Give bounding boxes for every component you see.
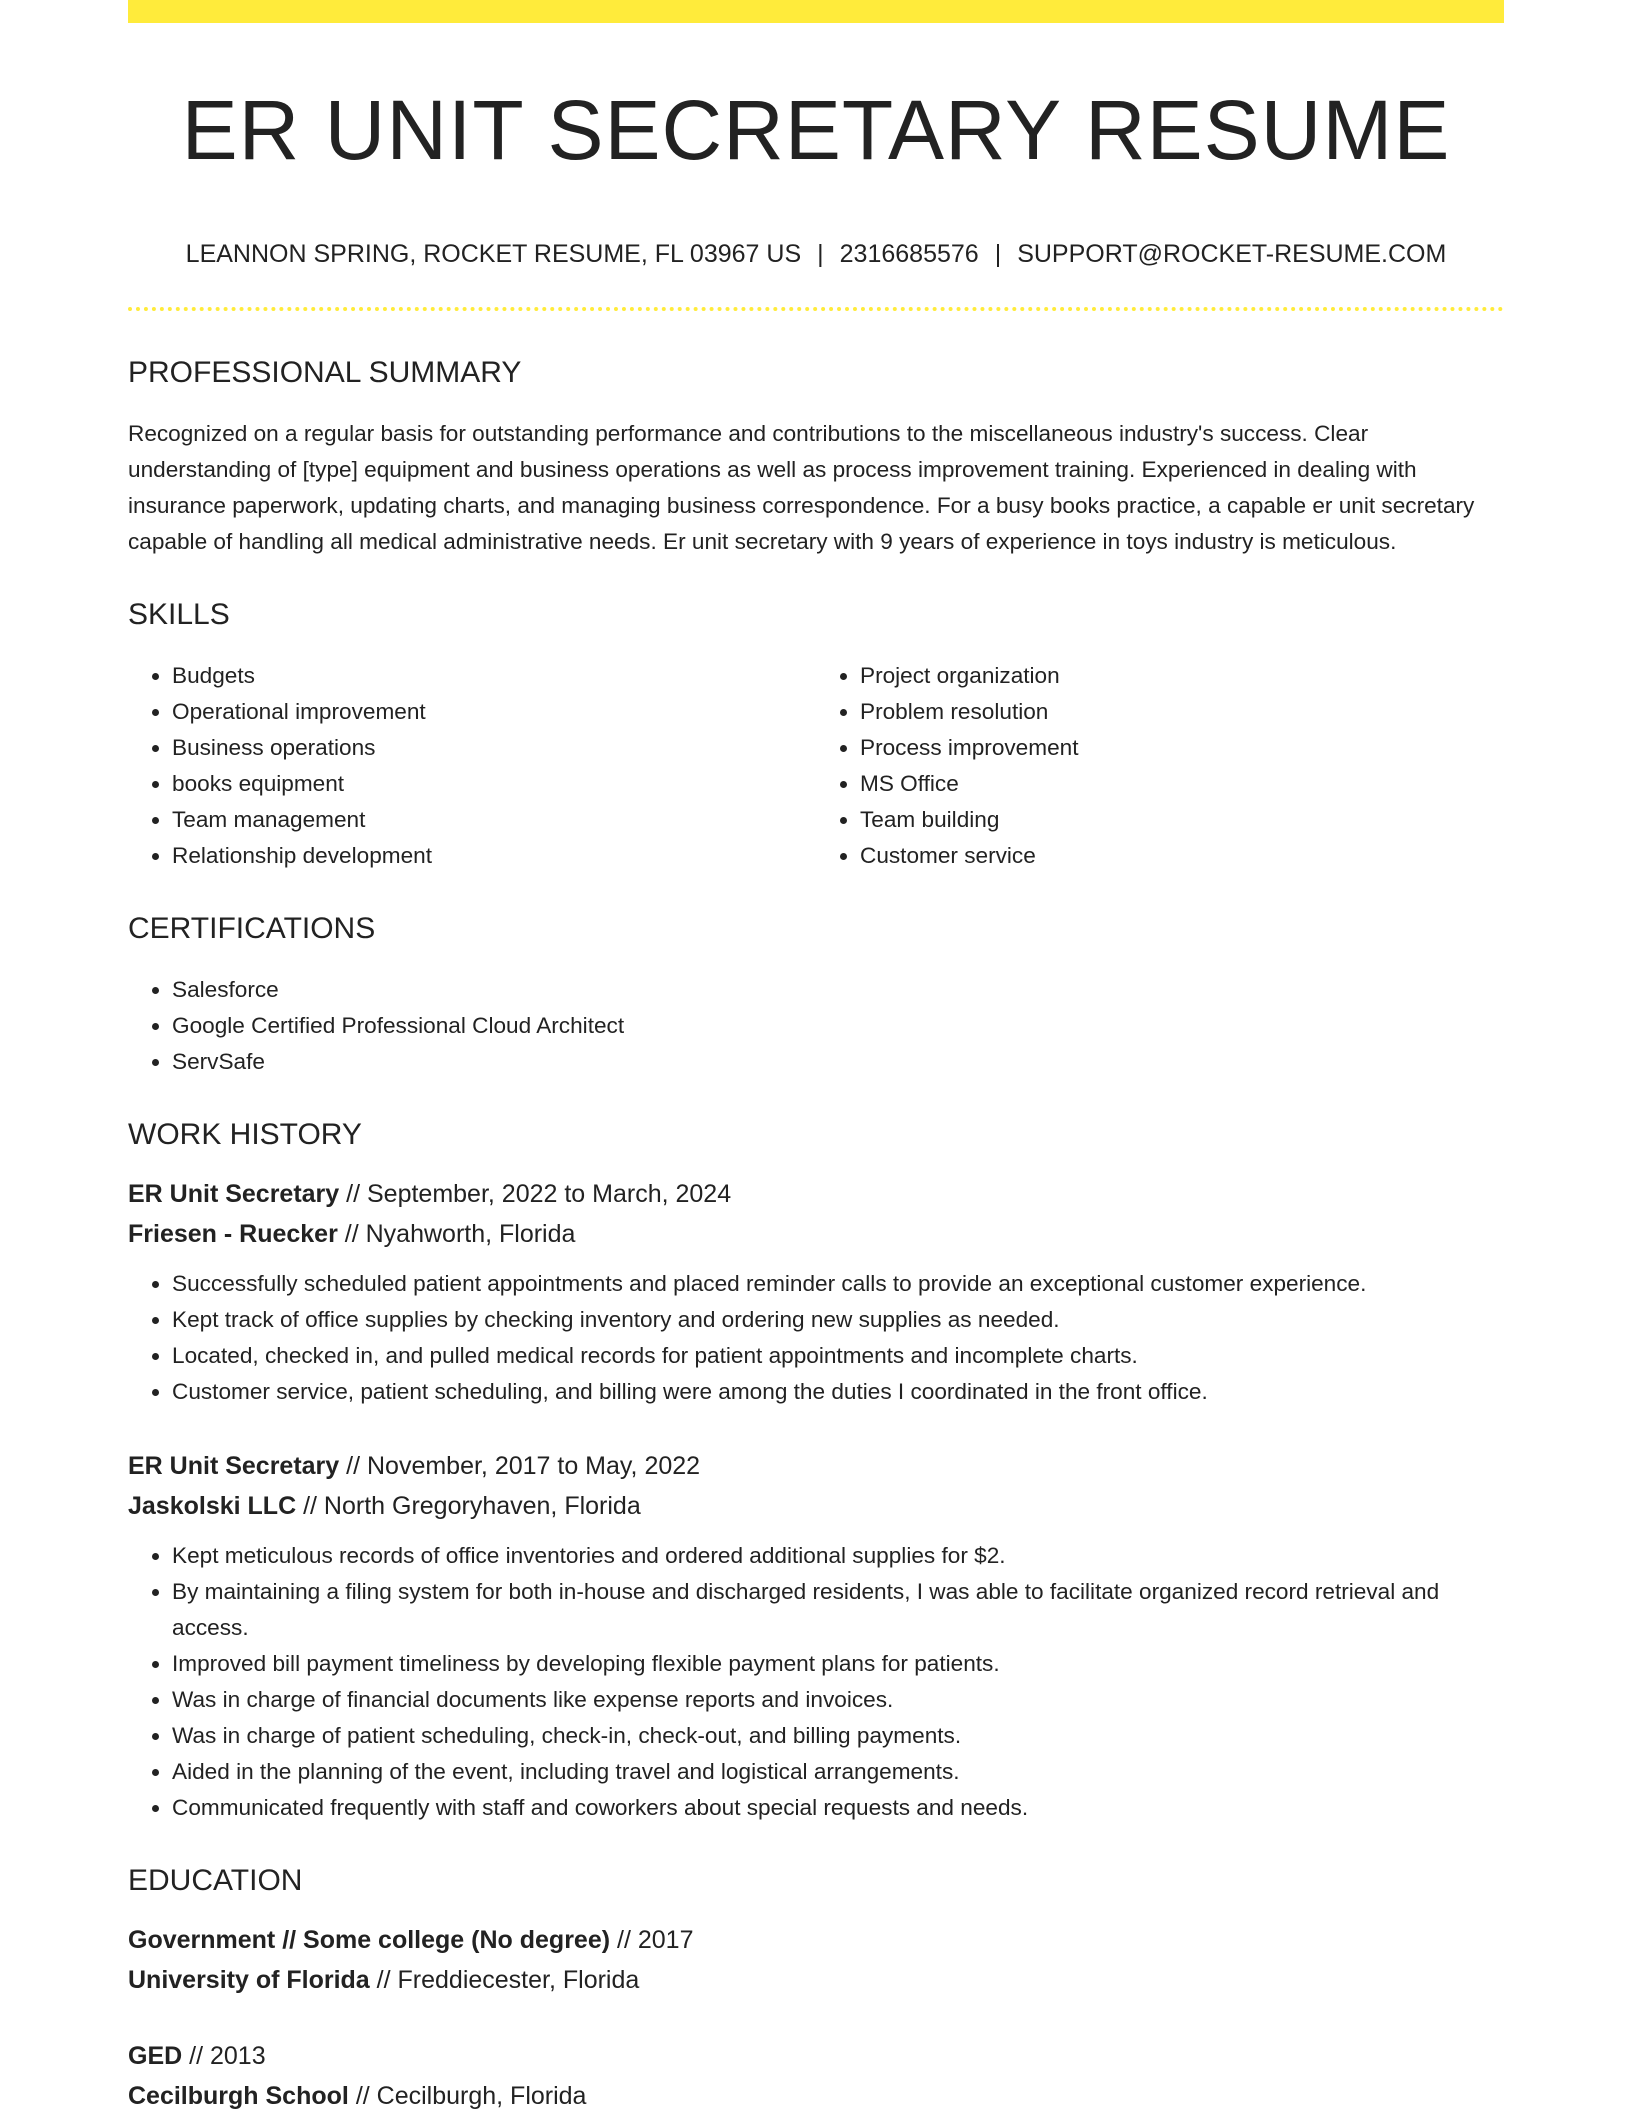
section-heading-summary: PROFESSIONAL SUMMARY [128, 356, 522, 389]
education-year: // 2017 [617, 1926, 694, 1954]
job-bullet: • Aided in the planning of the event, including travel and logistical arrangements. [172, 1754, 1504, 1790]
summary-text: Recognized on a regular basis for outstanding performance and contributions to the miscellaneous industry's success. Clear understanding of [type] equipment and business operations as well as process improvement training. Experienced in dealing with insurance paperwork, updating charts, and managing business correspondence. For a busy books practice, a capable er unit secretary capable of handling all medical administrative needs. Er unit secretary with 9 years of experience in toys industry is meticulous. [128, 421, 1475, 554]
contact-phone: 2316685576 [839, 240, 979, 268]
skill-item: • Project organization [860, 658, 1504, 694]
contact-separator: | [994, 240, 1002, 268]
job-title: ER Unit Secretary [128, 1180, 340, 1208]
summary-section [128, 352, 1504, 560]
job-title-line [128, 1174, 1504, 1214]
skill-item: • Process improvement [860, 730, 1504, 766]
education-location: // Cecilburgh, Florida [355, 2082, 587, 2110]
job-bullet: • Located, checked in, and pulled medical records for patient appointments and incomplete charts. [172, 1338, 1504, 1374]
job-title-line [128, 1446, 1504, 1486]
job-company: Friesen - Ruecker [128, 1220, 338, 1248]
certifications-section [128, 908, 1504, 1080]
skills-left-list [128, 658, 816, 874]
certification-item: • Salesforce [172, 972, 1504, 1008]
certifications-list [128, 972, 1504, 1080]
contact-line [128, 236, 1504, 272]
skill-item: • MS Office [860, 766, 1504, 802]
skills-columns [128, 658, 1504, 874]
job-company: Jaskolski LLC [128, 1492, 297, 1520]
section-heading-work-history: WORK HISTORY [128, 1118, 362, 1151]
education-school: University of Florida [128, 1966, 370, 1994]
resume-content [128, 352, 1504, 2116]
job-company-line [128, 1214, 1504, 1254]
contact-address: LEANNON SPRING, ROCKET RESUME, FL 03967 US [185, 240, 802, 268]
job-dates: // September, 2022 to March, 2024 [346, 1180, 732, 1208]
certification-item: • ServSafe [172, 1044, 1504, 1080]
education-section [128, 1860, 1504, 2116]
job-bullets [128, 1266, 1504, 1410]
education-year: // 2013 [189, 2042, 266, 2070]
job-bullet: • Customer service, patient scheduling, and billing were among the duties I coordinated in the front office. [172, 1374, 1504, 1410]
skill-item: • Budgets [172, 658, 816, 694]
job-bullet: • Kept track of office supplies by checking inventory and ordering new supplies as needed. [172, 1302, 1504, 1338]
resume-title: ER UNIT SECRETARY RESUME [181, 83, 1451, 177]
job-bullet: • Successfully scheduled patient appointments and placed reminder calls to provide an exceptional customer experience. [172, 1266, 1504, 1302]
education-school-line [128, 2076, 1504, 2116]
work-history-section [128, 1114, 1504, 1826]
education-degree: Government // Some college (No degree) [128, 1926, 611, 1954]
job-bullet: • Kept meticulous records of office inventories and ordered additional supplies for $2. [172, 1538, 1504, 1574]
job-company-line [128, 1486, 1504, 1526]
job-entry [128, 1174, 1504, 1410]
job-location: // North Gregoryhaven, Florida [303, 1492, 641, 1520]
contact-email: SUPPORT@ROCKET-RESUME.COM [1017, 240, 1447, 268]
skill-item: • Team management [172, 802, 816, 838]
education-degree-line [128, 2036, 1504, 2076]
skill-item: • Customer service [860, 838, 1504, 874]
job-title: ER Unit Secretary [128, 1452, 340, 1480]
job-bullet: • By maintaining a filing system for both in-house and discharged residents, I was able to facilitate organized record retrieval and access. [172, 1574, 1504, 1646]
dotted-divider [128, 307, 1504, 311]
education-school: Cecilburgh School [128, 2082, 349, 2110]
job-bullet: • Was in charge of financial documents like expense reports and invoices. [172, 1682, 1504, 1718]
skill-item: • Problem resolution [860, 694, 1504, 730]
skill-item: • Business operations [172, 730, 816, 766]
job-dates: // November, 2017 to May, 2022 [346, 1452, 701, 1480]
education-school-line [128, 1960, 1504, 2000]
certification-item: • Google Certified Professional Cloud Architect [172, 1008, 1504, 1044]
skill-item: • Relationship development [172, 838, 816, 874]
job-location: // Nyahworth, Florida [344, 1220, 576, 1248]
skill-item: • Operational improvement [172, 694, 816, 730]
section-heading-certifications: CERTIFICATIONS [128, 912, 376, 945]
education-entry [128, 1920, 1504, 2000]
accent-bar [128, 0, 1504, 23]
skill-item: • books equipment [172, 766, 816, 802]
job-bullet: • Was in charge of patient scheduling, check-in, check-out, and billing payments. [172, 1718, 1504, 1754]
section-heading-education: EDUCATION [128, 1864, 303, 1897]
education-entry [128, 2036, 1504, 2116]
section-heading-skills: SKILLS [128, 598, 230, 631]
education-location: // Freddiecester, Florida [376, 1966, 640, 1994]
job-bullets [128, 1538, 1504, 1826]
skill-item: • Team building [860, 802, 1504, 838]
skills-section [128, 594, 1504, 874]
education-degree: GED [128, 2042, 183, 2070]
skills-right-list [816, 658, 1504, 874]
job-bullet: • Improved bill payment timeliness by developing flexible payment plans for patients. [172, 1646, 1504, 1682]
education-degree-line [128, 1920, 1504, 1960]
job-bullet: • Communicated frequently with staff and coworkers about special requests and needs. [172, 1790, 1504, 1826]
contact-separator: | [817, 240, 824, 268]
job-entry [128, 1446, 1504, 1826]
